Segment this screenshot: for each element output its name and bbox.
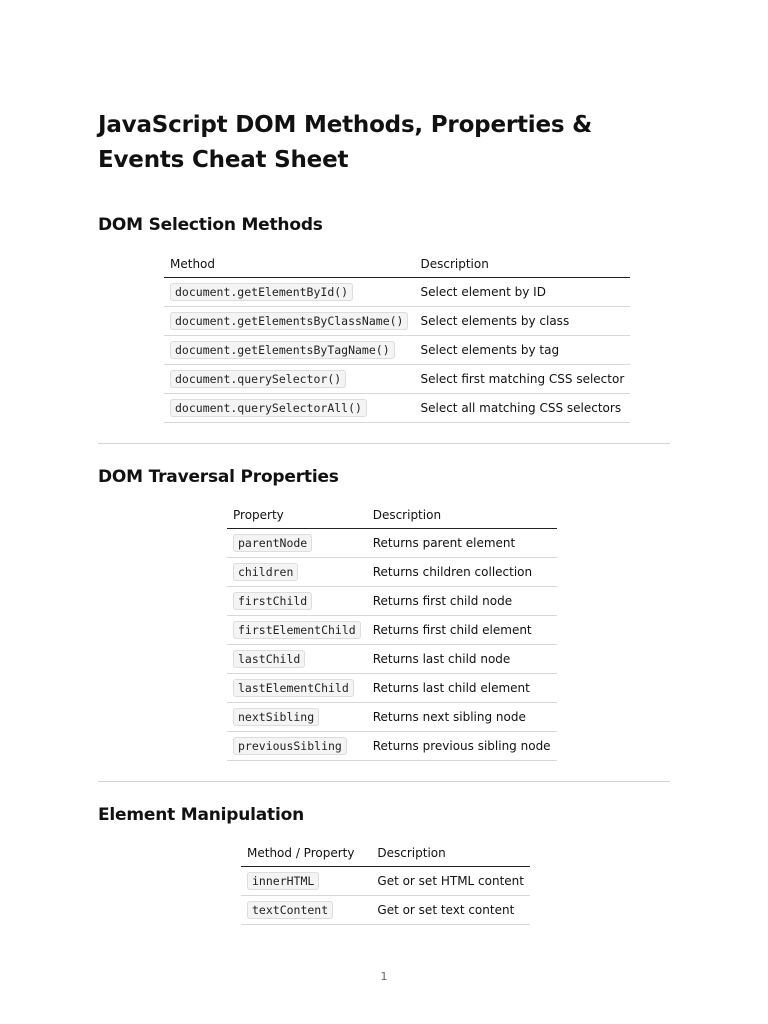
- code-snippet: parentNode: [233, 534, 312, 552]
- section-heading-selection: DOM Selection Methods: [98, 215, 323, 235]
- section-heading-manipulation: Element Manipulation: [98, 805, 304, 825]
- column-header: Description: [371, 844, 530, 867]
- table-row: [227, 674, 557, 703]
- column-header: Property: [227, 506, 367, 529]
- description-cell: Select elements by class: [414, 307, 630, 336]
- description-cell: Returns first child node: [367, 587, 557, 616]
- table-row: [227, 616, 557, 645]
- table-row: [164, 278, 630, 307]
- description-cell: Select all matching CSS selectors: [414, 394, 630, 423]
- description-cell: Select first matching CSS selector: [414, 365, 630, 394]
- description-cell: Select element by ID: [414, 278, 630, 307]
- code-snippet: lastElementChild: [233, 679, 354, 697]
- table-row: [227, 703, 557, 732]
- table-row: [241, 867, 530, 896]
- table-row: [241, 896, 530, 925]
- table-row: [164, 307, 630, 336]
- description-cell: Returns last child node: [367, 645, 557, 674]
- description-cell: Returns parent element: [367, 529, 557, 558]
- traversal-properties-table: [227, 506, 557, 761]
- table-row: [164, 394, 630, 423]
- code-snippet: innerHTML: [247, 872, 319, 890]
- table-row: [227, 558, 557, 587]
- code-snippet: document.getElementById(): [170, 283, 353, 301]
- table-row: [227, 529, 557, 558]
- section-divider: [98, 781, 670, 782]
- description-cell: Returns next sibling node: [367, 703, 557, 732]
- code-snippet: children: [233, 563, 298, 581]
- description-cell: Get or set text content: [371, 896, 530, 925]
- column-header: Method: [164, 255, 414, 278]
- document-page: [98, 108, 670, 925]
- code-snippet: nextSibling: [233, 708, 319, 726]
- code-snippet: document.getElementsByTagName(): [170, 341, 395, 359]
- description-cell: Get or set HTML content: [371, 867, 530, 896]
- column-header: Description: [367, 506, 557, 529]
- table-row: [227, 732, 557, 761]
- description-cell: Returns last child element: [367, 674, 557, 703]
- description-cell: Returns children collection: [367, 558, 557, 587]
- table-row: [227, 587, 557, 616]
- table-header-row: [241, 844, 530, 867]
- code-snippet: previousSibling: [233, 737, 347, 755]
- column-header: Description: [414, 255, 630, 278]
- description-cell: Returns first child element: [367, 616, 557, 645]
- code-snippet: document.querySelector(): [170, 370, 346, 388]
- description-cell: Returns previous sibling node: [367, 732, 557, 761]
- section-divider: [98, 443, 670, 444]
- section-heading-traversal: DOM Traversal Properties: [98, 467, 339, 487]
- table-row: [227, 645, 557, 674]
- code-snippet: firstChild: [233, 592, 312, 610]
- table-header-row: [227, 506, 557, 529]
- page-title: JavaScript DOM Methods, Properties & Events Cheat Sheet: [98, 112, 593, 173]
- description-cell: Select elements by tag: [414, 336, 630, 365]
- page-number: 1: [380, 970, 388, 983]
- table-row: [164, 365, 630, 394]
- table-row: [164, 336, 630, 365]
- column-header: Method / Property: [241, 844, 371, 867]
- code-snippet: document.querySelectorAll(): [170, 399, 367, 417]
- code-snippet: lastChild: [233, 650, 305, 668]
- code-snippet: firstElementChild: [233, 621, 361, 639]
- table-header-row: [164, 255, 630, 278]
- code-snippet: document.getElementsByClassName(): [170, 312, 408, 330]
- selection-methods-table: [164, 255, 630, 423]
- element-manipulation-table: [241, 844, 530, 925]
- code-snippet: textContent: [247, 901, 333, 919]
